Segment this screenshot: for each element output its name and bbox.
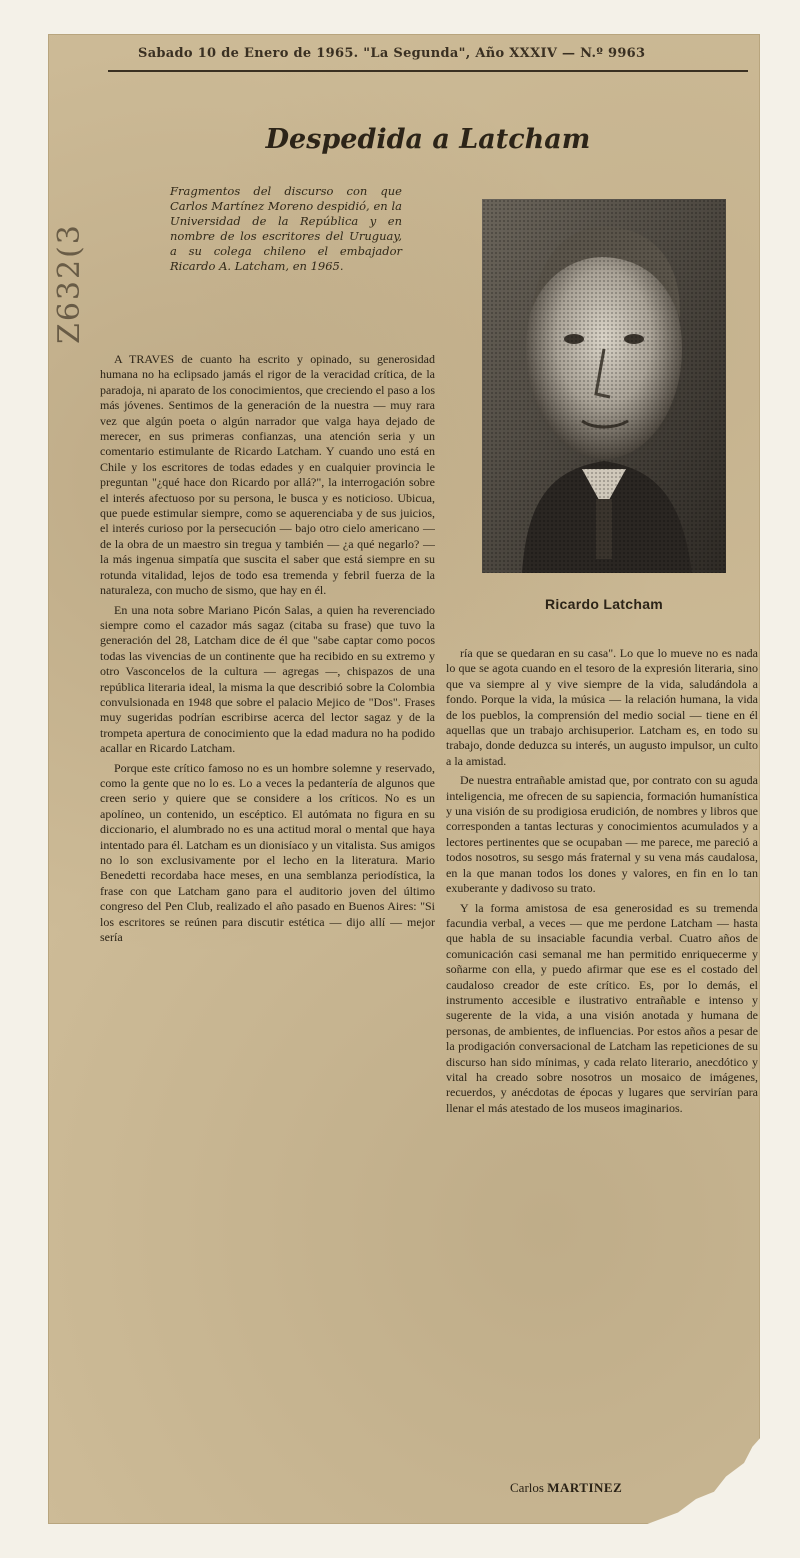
signature-first-name: Carlos	[510, 1480, 544, 1495]
article-title: Despedida a Latcham	[265, 124, 591, 155]
article-intro: Fragmentos del discurso con que Carlos Martínez Moreno despidió, en la Universidad de la República y en nombre de los escritores del Uruguay, a su colega chileno el embajador Ricardo A. Latcham, en 1965.	[170, 184, 402, 273]
dateline: Sabado 10 de Enero de 1965. "La Segunda", Año XXXIV — N.º 9963	[138, 46, 646, 61]
signature-last-name: MARTINEZ	[547, 1480, 623, 1495]
photo-caption: Ricardo Latcham	[544, 596, 664, 612]
paragraph: En una nota sobre Mariano Picón Salas, a quien ha reverenciado siempre como el cazador más sagaz (citaba su frase) que tuvo la generación del 28, Latcham dice de él que "sabe captar como pocos todas las vivencias de un continente que ha recibido en su extremo y otro Vasconcelos de la cultura — agregas —, chispazos de una república literaria ideal, la misma la que describió sobre la Colombia convulsionada en 1948 que sobre el palacio Mejico de "Dos". Frases muy sugeridas podrían escribirse acerca del lector sagaz y de la trompeta apertura de conocimiento que la edad madura no ha podido acallar en Ricardo Latcham.	[100, 602, 435, 756]
paragraph: Y la forma amistosa de esa generosidad es su tremenda facundia verbal, a veces — que me perdone Latcham — hasta que habla de su insaciable facundia verbal. Cuatro años de comunicación casi semanal me han permitido enriquecerme y soñarme con ella, y puedo afirmar que ese es el costado del caudaloso creador de este crítico. Es, por lo demás, el instrumento accesible e ilustrativo entrañable e intenso y sugerente de la vida, a una visión anotada y humana de personas, de ambientes, de influencias. Por estos años a pesar de la prodigación conversacional de Latcham las repeticiones de su discurso han sido mínimas, y cada relato literario, anecdótico y vital ha creado sobre nosotros un mosaico de imágenes, recuerdos, y anécdotas de épocas y lugares que servirían para llenar el más atestado de los museos imaginarios.	[446, 900, 758, 1115]
article-column-left	[100, 352, 435, 1502]
newspaper-clipping	[48, 34, 760, 1524]
portrait-image	[482, 199, 726, 573]
header-rule	[108, 70, 748, 72]
article-column-right	[446, 646, 758, 1476]
paragraph: A TRAVES de cuanto ha escrito y opinado, su generosidad humana no ha eclipsado jamás el rigor de la veracidad crítica, de la paradoja, ni aparato de los conocimientos, que creciendo el paso a los más jóvenes. Sentimos de la generación de la nuestra — muy rara vez que algún poeta o algún narrador que valga haya dejado de merecer, en sus primeras confianzas, una atención seria y un comentario estimulante de Ricardo Latcham. Y cuando uno está en Chile y los escritores de todas edades y en cualquier provincia le preguntan "¿qué hace don Ricardo por allá?", la interrogación sobre el interés afectuoso por su persona, le busca y es noticioso. Ubicua, que puede estimular siempre, como se aquerenciaba y de sus juicios, el interés curioso por la persecución — bajo otro cielo americano — de la obra de un maestro sin tregua y también — ¿a qué negarlo? — la más ingenua simpatía que suscita el saber que está siempre en su rotunda vitalidad, lejos de todo esa tremenda y febril fuerza de la naturaleza, con mucho de sismo, que hay en él.	[100, 352, 435, 598]
paragraph: Porque este crítico famoso no es un hombre solemne y reservado, como la gente que no lo es. Lo a veces la pedantería de algunos que creen serio y quiere que se considere a los críticos. No es un apolíneo, un contenido, un escéptico. El autómata no figura en su diccionario, el alumbrado no es una actitud moral o mental que haya intentado para él. Latcham es un dionisíaco y un vitalista. Sus amigos no lo son exclusivamente por el lecho en la literatura. Mario Benedetti recordaba hace meses, en una semblanza periodística, la frase con que Latcham gano para el auditorio joven del último congreso del Pen Club, realizado el año pasado en Buenos Aires: "Si los escritores se reúnen para discutir estética — dijo allí — mejor sería	[100, 760, 435, 945]
author-signature	[510, 1480, 730, 1496]
paragraph: De nuestra entrañable amistad que, por contrato con su aguda inteligencia, me ofrecen de su sapiencia, formación humanística y una visión de su prodigiosa erudición, de nombres y libros que corresponden a tantas lecturas y conocimientos acumulados y a lectores pertinentes que se ocupaban — me parece, me pareció a todos nosotros, su sesgo más fraternal y su vena más caudalosa, en la que manan todos los dones y valores, en fin en lo tan exuberante y dadivoso su trato.	[446, 773, 758, 896]
handwritten-note: Z632(3	[52, 223, 87, 344]
portrait-photo	[482, 199, 726, 573]
paragraph: ría que se quedaran en su casa". Lo que lo mueve no es nada lo que se agota cuando en el tesoro de la expresión literaria, sino que va siempre al y vive siempre de la vida, saludándola a fondo. Porque la vida, la música — la relación humana, la vida de los pueblos, la comprensión del medio social — tiene en él aquellas que un trabajo archisuperior. Latcham es, en todo su trabajo, donde deduzca su interés, un augusto impulsor, un culto a la amistad.	[446, 646, 758, 768]
